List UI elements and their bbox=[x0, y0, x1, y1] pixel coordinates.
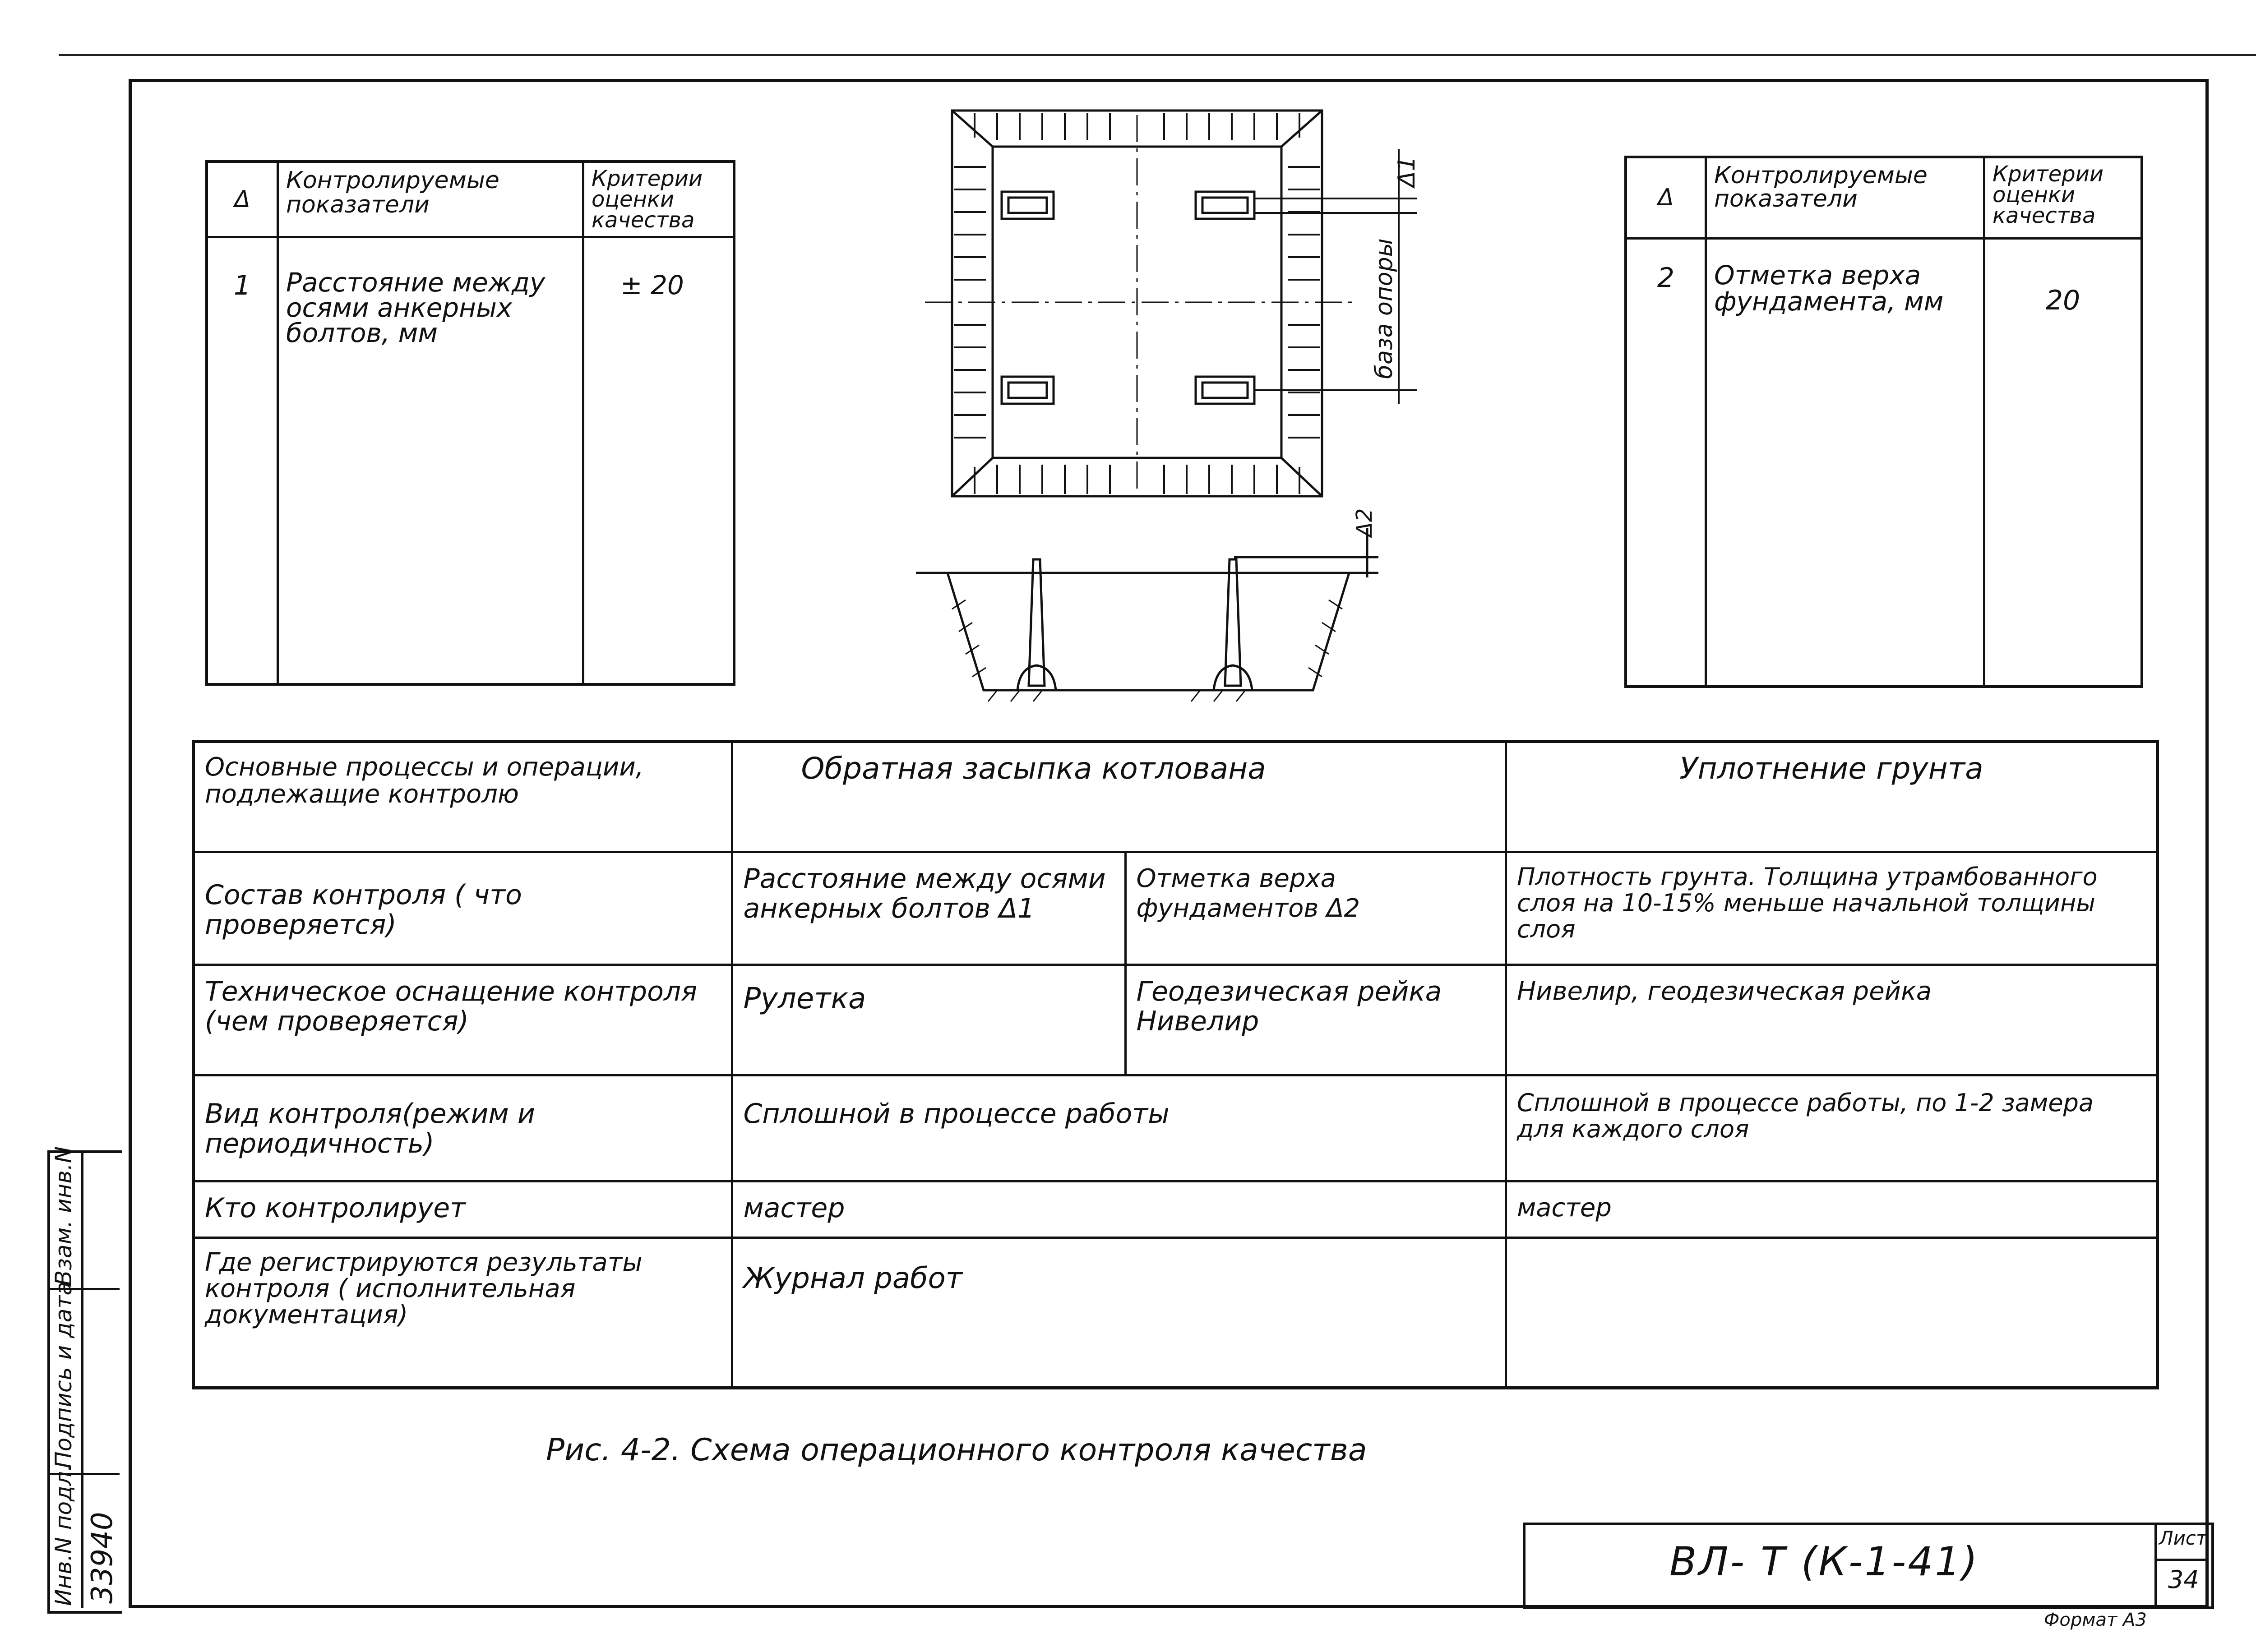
right-criteria-table bbox=[1624, 156, 2143, 688]
left-table-row-criteria: ± 20 bbox=[583, 237, 735, 685]
left-table-row-num: 1 bbox=[207, 237, 278, 685]
inv-value: 33940 bbox=[86, 1512, 119, 1604]
pit-section bbox=[916, 528, 1378, 690]
anchor-bolts bbox=[1002, 192, 1254, 404]
sheet-label: Лист bbox=[2159, 1527, 2207, 1549]
cell-value: Плотность грунта. Толщина утрамбованного слоя на 10-15% меньше начальной толщины слоя bbox=[1506, 852, 2157, 965]
left-criteria-table bbox=[205, 160, 735, 686]
cell-value: Рулетка bbox=[732, 965, 1125, 1075]
cell-value: Журнал работ bbox=[732, 1238, 1506, 1388]
vzam-inv-label: Взам. инв.N bbox=[51, 1146, 77, 1286]
right-table-delta-header: Δ bbox=[1626, 157, 1706, 238]
foundation-scheme-drawing bbox=[884, 104, 1516, 726]
cell-value: Нивелир, геодезическая рейка bbox=[1506, 965, 2157, 1075]
sheet-divider bbox=[2154, 1559, 2209, 1561]
anchor-bolt-block bbox=[1196, 377, 1254, 404]
cell-value: Отметка верха фундаментов Δ2 bbox=[1125, 852, 1506, 965]
cell-value bbox=[1506, 1238, 2157, 1388]
figure-caption: Рис. 4-2. Схема операционного контроля качества bbox=[546, 1432, 1367, 1468]
right-table-row-indicator: Отметка верха фундамента, мм bbox=[1706, 238, 1984, 687]
inv-label: Инв.N подл. bbox=[51, 1464, 77, 1606]
table-row bbox=[194, 852, 2158, 965]
top-edge-line bbox=[59, 54, 2256, 56]
table-row bbox=[194, 1181, 2158, 1238]
cell-value: Расстояние между осями анкерных болтов Δ1 bbox=[732, 852, 1125, 965]
right-table-row-criteria: 20 bbox=[1984, 238, 2142, 687]
right-table-row-num: 2 bbox=[1626, 238, 1706, 687]
operational-control-table bbox=[192, 740, 2159, 1389]
row-label: Состав контроля ( что проверяется) bbox=[194, 852, 732, 965]
row-label: Где регистрируются результаты контроля ( исполнительная документация) bbox=[194, 1238, 732, 1388]
table-row bbox=[194, 1238, 2158, 1388]
table-row bbox=[194, 742, 2158, 852]
cell-value: Геодезическая рейка Нивелир bbox=[1125, 965, 1506, 1075]
row-label: Техническое оснащение контроля (чем проверяется) bbox=[194, 965, 732, 1075]
table-row bbox=[194, 1075, 2158, 1181]
anchor-bolt-block bbox=[1196, 192, 1254, 219]
side-strip-col-divider bbox=[81, 1150, 83, 1608]
right-table-criteria-header: Критерии оценки качества bbox=[1984, 157, 2142, 238]
format-label: Формат А3 bbox=[2044, 1610, 2147, 1630]
sign-date-label: Подпись и дата bbox=[51, 1281, 77, 1468]
row-label: Вид контроля(режим и периодичность) bbox=[194, 1075, 732, 1181]
right-table-indicator-header: Контролируемые показатели bbox=[1706, 157, 1984, 238]
delta2-label: Δ2 bbox=[1352, 508, 1377, 537]
process-compaction: Уплотнение грунта bbox=[1506, 742, 2157, 852]
delta1-label: Δ1 bbox=[1393, 156, 1420, 187]
row-label: Кто контролирует bbox=[194, 1181, 732, 1238]
cell-value: Сплошной в процессе работы, по 1-2 замера для каждого слоя bbox=[1506, 1075, 2157, 1181]
cell-value: мастер bbox=[1506, 1181, 2157, 1238]
sheet-number: 34 bbox=[2168, 1565, 2199, 1594]
cell-value: Сплошной в процессе работы bbox=[732, 1075, 1506, 1181]
row-label: Основные процессы и операции, подлежащие контролю bbox=[194, 742, 732, 852]
cell-value: мастер bbox=[732, 1181, 1506, 1238]
process-backfill: Обратная засыпка котлована bbox=[732, 742, 1506, 852]
left-table-indicator-header: Контролируемые показатели bbox=[278, 162, 583, 237]
left-table-delta-header: Δ bbox=[207, 162, 278, 237]
left-table-row-indicator: Расстояние между осями анкерных болтов, мм bbox=[278, 237, 583, 685]
base-label: база опоры bbox=[1371, 238, 1398, 379]
document-code: ВЛ- Т (К-1-41) bbox=[1669, 1538, 1979, 1585]
table-row bbox=[194, 965, 2158, 1075]
left-table-criteria-header: Критерии оценки качества bbox=[583, 162, 735, 237]
